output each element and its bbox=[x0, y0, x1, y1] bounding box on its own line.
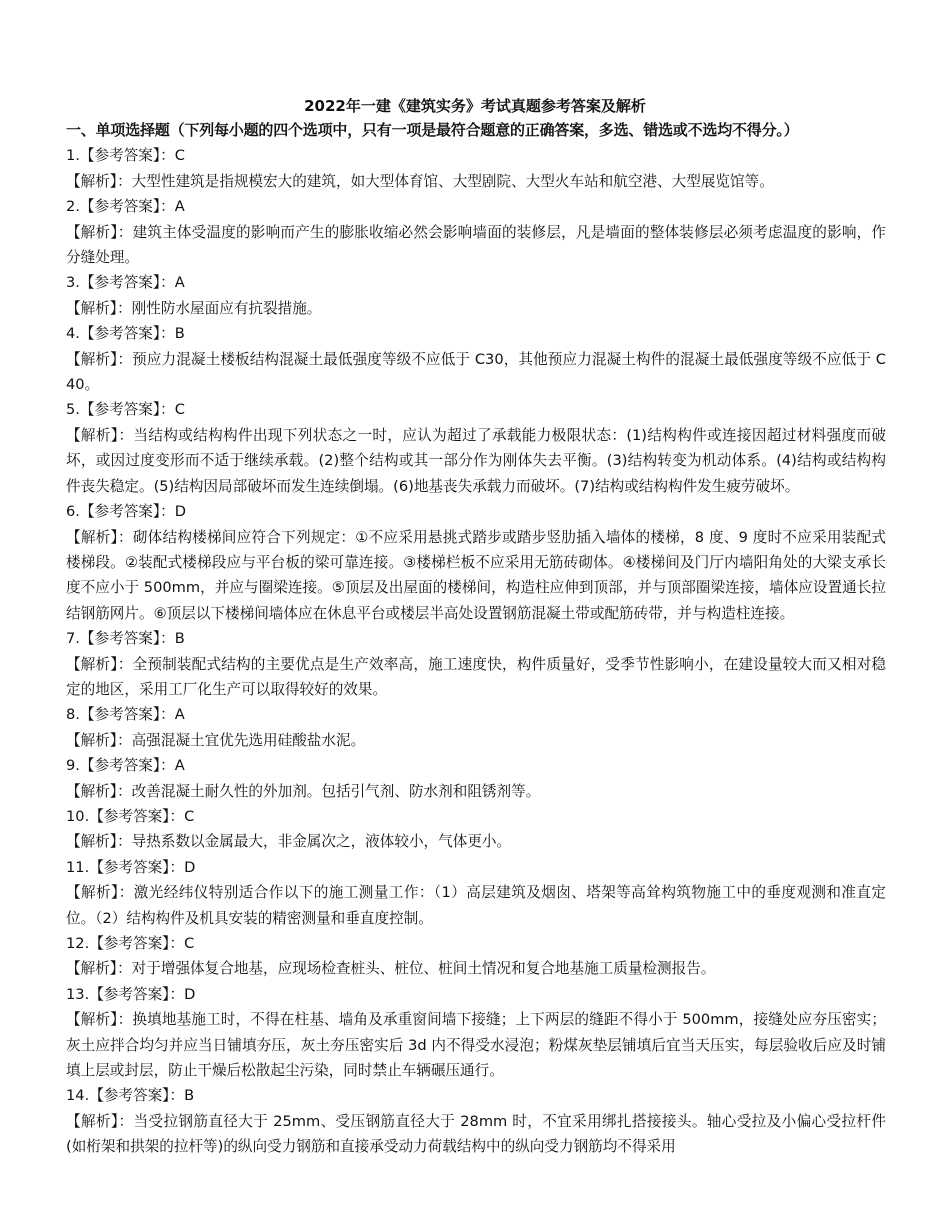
question-item-12 bbox=[66, 931, 886, 982]
answer-line: 8.【参考答案】：A bbox=[66, 706, 185, 724]
question-item-6 bbox=[66, 499, 886, 626]
page-title: 2022年一建《建筑实务》考试真题参考答案及解析 bbox=[304, 97, 646, 115]
analysis-paragraph: 【解析】：当受拉钢筋直径大于 25mm、受压钢筋直径大于 28mm 时，不宜采用绑扎搭接接头。轴心受拉及小偏心受拉杆件(如桁架和拱架的拉杆等)的纵向受力钢筋和直接承受动力荷载结构中的纵向受力钢筋均不得采用 bbox=[66, 1112, 886, 1156]
analysis-paragraph: 【解析】：大型性建筑是指规模宏大的建筑，如大型体育馆、大型剧院、大型火车站和航空港、大型展览馆等。 bbox=[66, 172, 774, 190]
answer-line: 2.【参考答案】：A bbox=[66, 198, 185, 216]
analysis-paragraph: 【解析】：当结构或结构构件出现下列状态之一时，应认为超过了承载能力极限状态：(1)结构构件或连接因超过材料强度而破坏，或因过度变形而不适于继续承载。(2)整个结构或其一部分作为刚体失去平衡。(3)结构转变为机动体系。(4)结构或结构构件丧失稳定。(5)结构因局部破坏而发生连续倒塌。(6)地基丧失承载力而破坏。(7)结构或结构构件发生疲劳破坏。 bbox=[66, 426, 886, 495]
question-item-14 bbox=[66, 1083, 886, 1159]
answer-line: 13.【参考答案】：D bbox=[66, 985, 196, 1003]
answer-line: 14.【参考答案】：B bbox=[66, 1087, 195, 1105]
section-heading: 一、单项选择题（下列每小题的四个选项中，只有一项是最符合题意的正确答案，多选、错选或不选均不得分。） bbox=[66, 121, 799, 139]
question-item-3 bbox=[66, 270, 886, 321]
question-item-2 bbox=[66, 194, 886, 270]
analysis-paragraph: 【解析】：高强混凝土宜优先选用硅酸盐水泥。 bbox=[66, 731, 366, 749]
analysis-paragraph: 【解析】：激光经纬仪特别适合作以下的施工测量工作：（1）高层建筑及烟囱、塔架等高耸构筑物施工中的垂度观测和准直定位。（2）结构构件及机具安装的精密测量和垂直度控制。 bbox=[66, 884, 886, 927]
question-item-7 bbox=[66, 626, 886, 702]
answer-line: 5.【参考答案】：C bbox=[66, 401, 185, 419]
analysis-paragraph: 【解析】：导热系数以金属最大，非金属次之，液体较小，气体更小。 bbox=[66, 833, 512, 851]
question-item-4 bbox=[66, 321, 886, 397]
question-item-5 bbox=[66, 397, 886, 499]
answer-line: 10.【参考答案】：C bbox=[66, 807, 195, 825]
question-item-11 bbox=[66, 855, 886, 931]
analysis-paragraph: 【解析】：改善混凝土耐久性的外加剂。包括引气剂、防水剂和阻锈剂等。 bbox=[66, 782, 541, 800]
question-item-13 bbox=[66, 982, 886, 1084]
question-item-10 bbox=[66, 804, 886, 855]
document-body bbox=[66, 118, 886, 1160]
analysis-paragraph: 【解析】：建筑主体受温度的影响而产生的膨胀收缩必然会影响墙面的装修层，凡是墙面的整体装修层必须考虑温度的影响，作分缝处理。 bbox=[66, 223, 886, 267]
analysis-paragraph: 【解析】：砌体结构楼梯间应符合下列规定：①不应采用悬挑式踏步或踏步竖肋插入墙体的楼梯，8 度、9 度时不应采用装配式楼梯段。②装配式楼梯段应与平台板的梁可靠连接。③楼梯栏板不应采用无筋砖砌体。④楼梯间及门厅内墙阳角处的大梁支承长度不应小于 500mm，并应与圈梁连接。⑤顶层及出屋面的楼梯间，构造柱应伸到顶部，并与顶部圈梁连接，墙体应设置通长拉结钢筋网片。⑥顶层以下楼梯间墙体应在休息平台或楼层半高处设置钢筋混凝土带或配筋砖带，并与构造柱连接。 bbox=[66, 528, 886, 622]
answer-line: 7.【参考答案】：B bbox=[66, 630, 185, 648]
answer-line: 6.【参考答案】：D bbox=[66, 503, 187, 521]
answer-line: 1.【参考答案】：C bbox=[66, 147, 185, 165]
answer-line: 12.【参考答案】：C bbox=[66, 935, 195, 952]
answer-line: 4.【参考答案】：B bbox=[66, 325, 185, 343]
analysis-paragraph: 【解析】：换填地基施工时，不得在柱基、墙角及承重窗间墙下接缝；上下两层的缝距不得小于 500mm，接缝处应夯压密实；灰土应拌合均匀并应当日铺填夯压，灰土夯压密实后 3d 内不得受水浸泡；粉煤灰垫层铺填后宜当天压实，每层验收后应及时铺填上层或封层，防止干燥后松散起尘污染，同时禁止车辆碾压通行。 bbox=[66, 1011, 886, 1080]
question-item-8 bbox=[66, 702, 886, 753]
question-item-9 bbox=[66, 753, 886, 804]
analysis-paragraph: 【解析】：全预制装配式结构的主要优点是生产效率高，施工速度快，构件质量好，受季节性影响小，在建设量较大而又相对稳定的地区，采用工厂化生产可以取得较好的效果。 bbox=[66, 655, 886, 698]
answer-line: 11.【参考答案】：D bbox=[66, 858, 196, 876]
analysis-paragraph: 【解析】：预应力混凝土楼板结构混凝土最低强度等级不应低于 C30，其他预应力混凝土构件的混凝土最低强度等级不应低于 C40。 bbox=[66, 350, 886, 394]
answer-line: 3.【参考答案】：A bbox=[66, 274, 185, 292]
analysis-paragraph: 【解析】：刚性防水屋面应有抗裂措施。 bbox=[66, 299, 322, 317]
answer-line: 9.【参考答案】：A bbox=[66, 757, 185, 775]
analysis-paragraph: 【解析】：对于增强体复合地基，应现场检查桩头、桩位、桩间土情况和复合地基施工质量检测报告。 bbox=[66, 960, 716, 978]
question-item-1 bbox=[66, 143, 886, 194]
